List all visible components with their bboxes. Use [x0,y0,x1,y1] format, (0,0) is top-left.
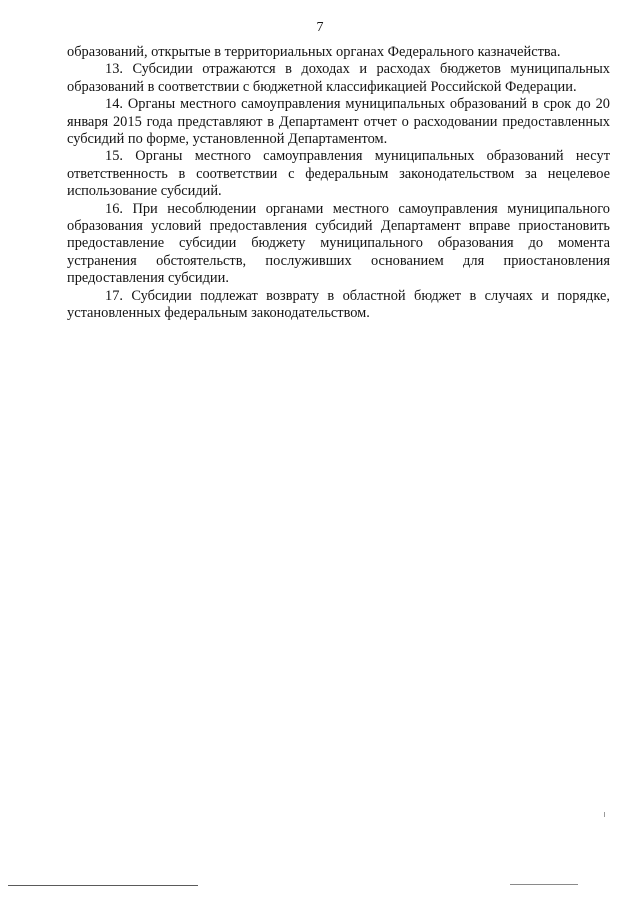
paragraph-15: 15. Органы местного самоуправления муниципальных образований несут ответственность в соответствии с федеральным законодательством за нецелевое использование субсидий. [67,148,610,200]
paragraph-13: 13. Субсидии отражаются в доходах и расходах бюджетов муниципальных образований в соответствии с бюджетной классификацией Российской Федерации. [67,61,610,95]
paragraph-17: 17. Субсидии подлежат возврату в областной бюджет в случаях и порядке, установленных федеральным законодательством. [67,287,610,322]
paragraph-16: 16. При несоблюдении органами местного самоуправления муниципального образования условий предоставления субсидий Департамент вправе приостановить предоставление субсидии бюджету муниципального образования до момента устранения обстоятельств, послуживших основанием для приостановления предоставления субсидии. [67,200,610,287]
page-number: 7 [316,20,324,35]
scan-mark [604,812,605,817]
footer-rule-right [510,884,578,885]
document-body [67,44,610,323]
paragraph-continuation: образований, открытые в территориальных органах Федерального казначейства. [67,44,561,60]
paragraph-14: 14. Органы местного самоуправления муниципальных образований в срок до 20 января 2015 года представляют в Департамент отчет о расходовании предоставленных субсидий по форме, установленной Департаментом. [67,96,610,148]
footer-rule-left [8,885,198,886]
